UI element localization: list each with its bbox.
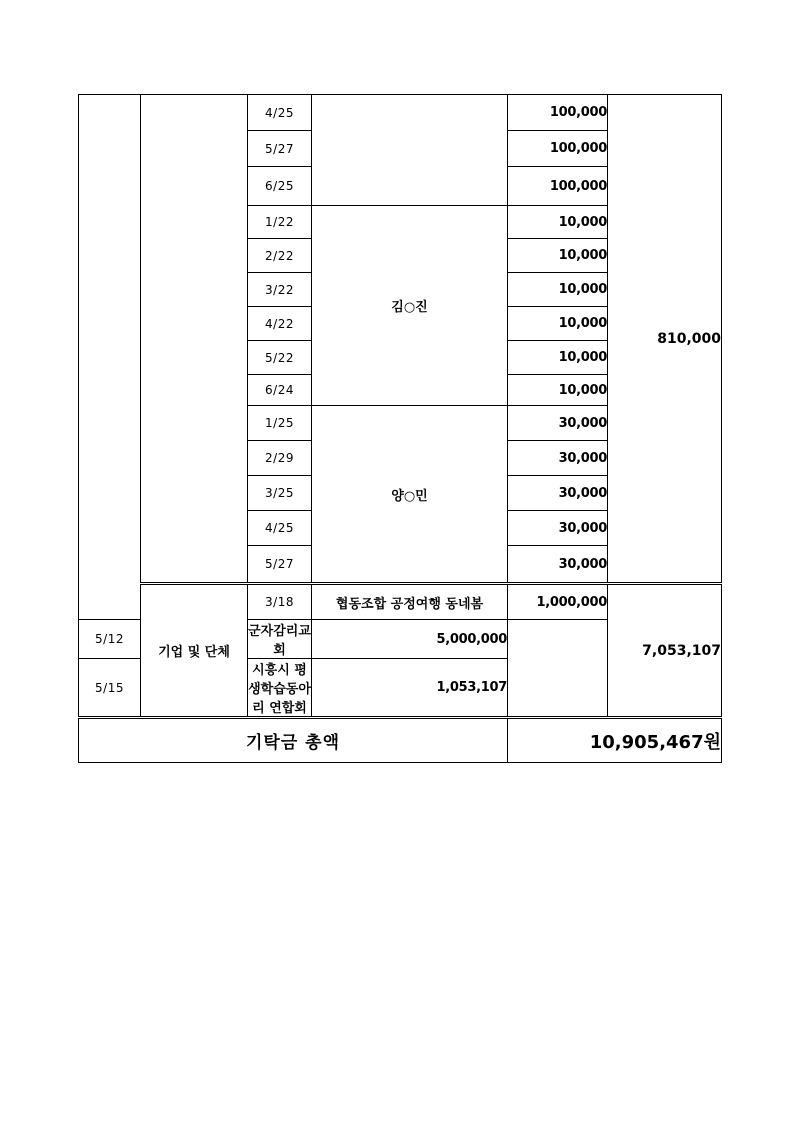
total-label: 기탁금 총액: [79, 718, 508, 763]
date-cell: 2/22: [248, 239, 312, 273]
date-cell: 5/27: [248, 546, 312, 584]
amount-cell: 30,000: [508, 476, 608, 511]
donor-name-cell: 군자감리교회: [248, 620, 312, 659]
amount-cell: 30,000: [508, 511, 608, 546]
amount-cell: 10,000: [508, 341, 608, 375]
individual-subtotal: 810,000: [608, 95, 722, 584]
amount-cell: 30,000: [508, 441, 608, 476]
date-cell: 6/25: [248, 167, 312, 206]
total-row: [79, 718, 722, 763]
date-cell: 1/25: [248, 406, 312, 441]
amount-cell: 30,000: [508, 406, 608, 441]
date-cell: 3/18: [248, 584, 312, 620]
amount-cell: 10,000: [508, 239, 608, 273]
date-cell: 4/22: [248, 307, 312, 341]
total-amount: 10,905,467원: [508, 718, 722, 763]
date-cell: 5/12: [79, 620, 141, 659]
table-row: [79, 584, 722, 620]
amount-cell: 5,000,000: [312, 620, 508, 659]
date-cell: 6/24: [248, 375, 312, 406]
date-cell: 3/22: [248, 273, 312, 307]
donation-ledger-table: [78, 94, 722, 763]
date-cell: 5/27: [248, 131, 312, 167]
amount-cell: 10,000: [508, 307, 608, 341]
amount-cell: 100,000: [508, 131, 608, 167]
corporate-subtotal: 7,053,107: [608, 584, 722, 718]
individual-category-cell: [141, 95, 248, 584]
amount-cell: 10,000: [508, 273, 608, 307]
donor-name-cell: [312, 95, 508, 206]
donor-name-cell: 양○민: [312, 406, 508, 584]
amount-cell: 30,000: [508, 546, 608, 584]
date-cell: 4/25: [248, 511, 312, 546]
amount-cell: 1,053,107: [312, 659, 508, 718]
date-cell: 5/15: [79, 659, 141, 718]
table-row: [79, 95, 722, 131]
corporate-category-cell: 기업 및 단체: [141, 584, 248, 718]
amount-cell: 10,000: [508, 375, 608, 406]
amount-cell: 10,000: [508, 206, 608, 239]
date-cell: 3/25: [248, 476, 312, 511]
date-cell: 5/22: [248, 341, 312, 375]
amount-cell: 1,000,000: [508, 584, 608, 620]
donor-name-cell: 협동조합 공정여행 동네봄: [312, 584, 508, 620]
outer-category-cell: [79, 95, 141, 620]
date-cell: 2/29: [248, 441, 312, 476]
date-cell: 4/25: [248, 95, 312, 131]
date-cell: 1/22: [248, 206, 312, 239]
amount-cell: 100,000: [508, 95, 608, 131]
amount-cell: 100,000: [508, 167, 608, 206]
donor-name-cell: 시흥시 평생학습동아리 연합회: [248, 659, 312, 718]
donor-name-cell: 김○진: [312, 206, 508, 406]
